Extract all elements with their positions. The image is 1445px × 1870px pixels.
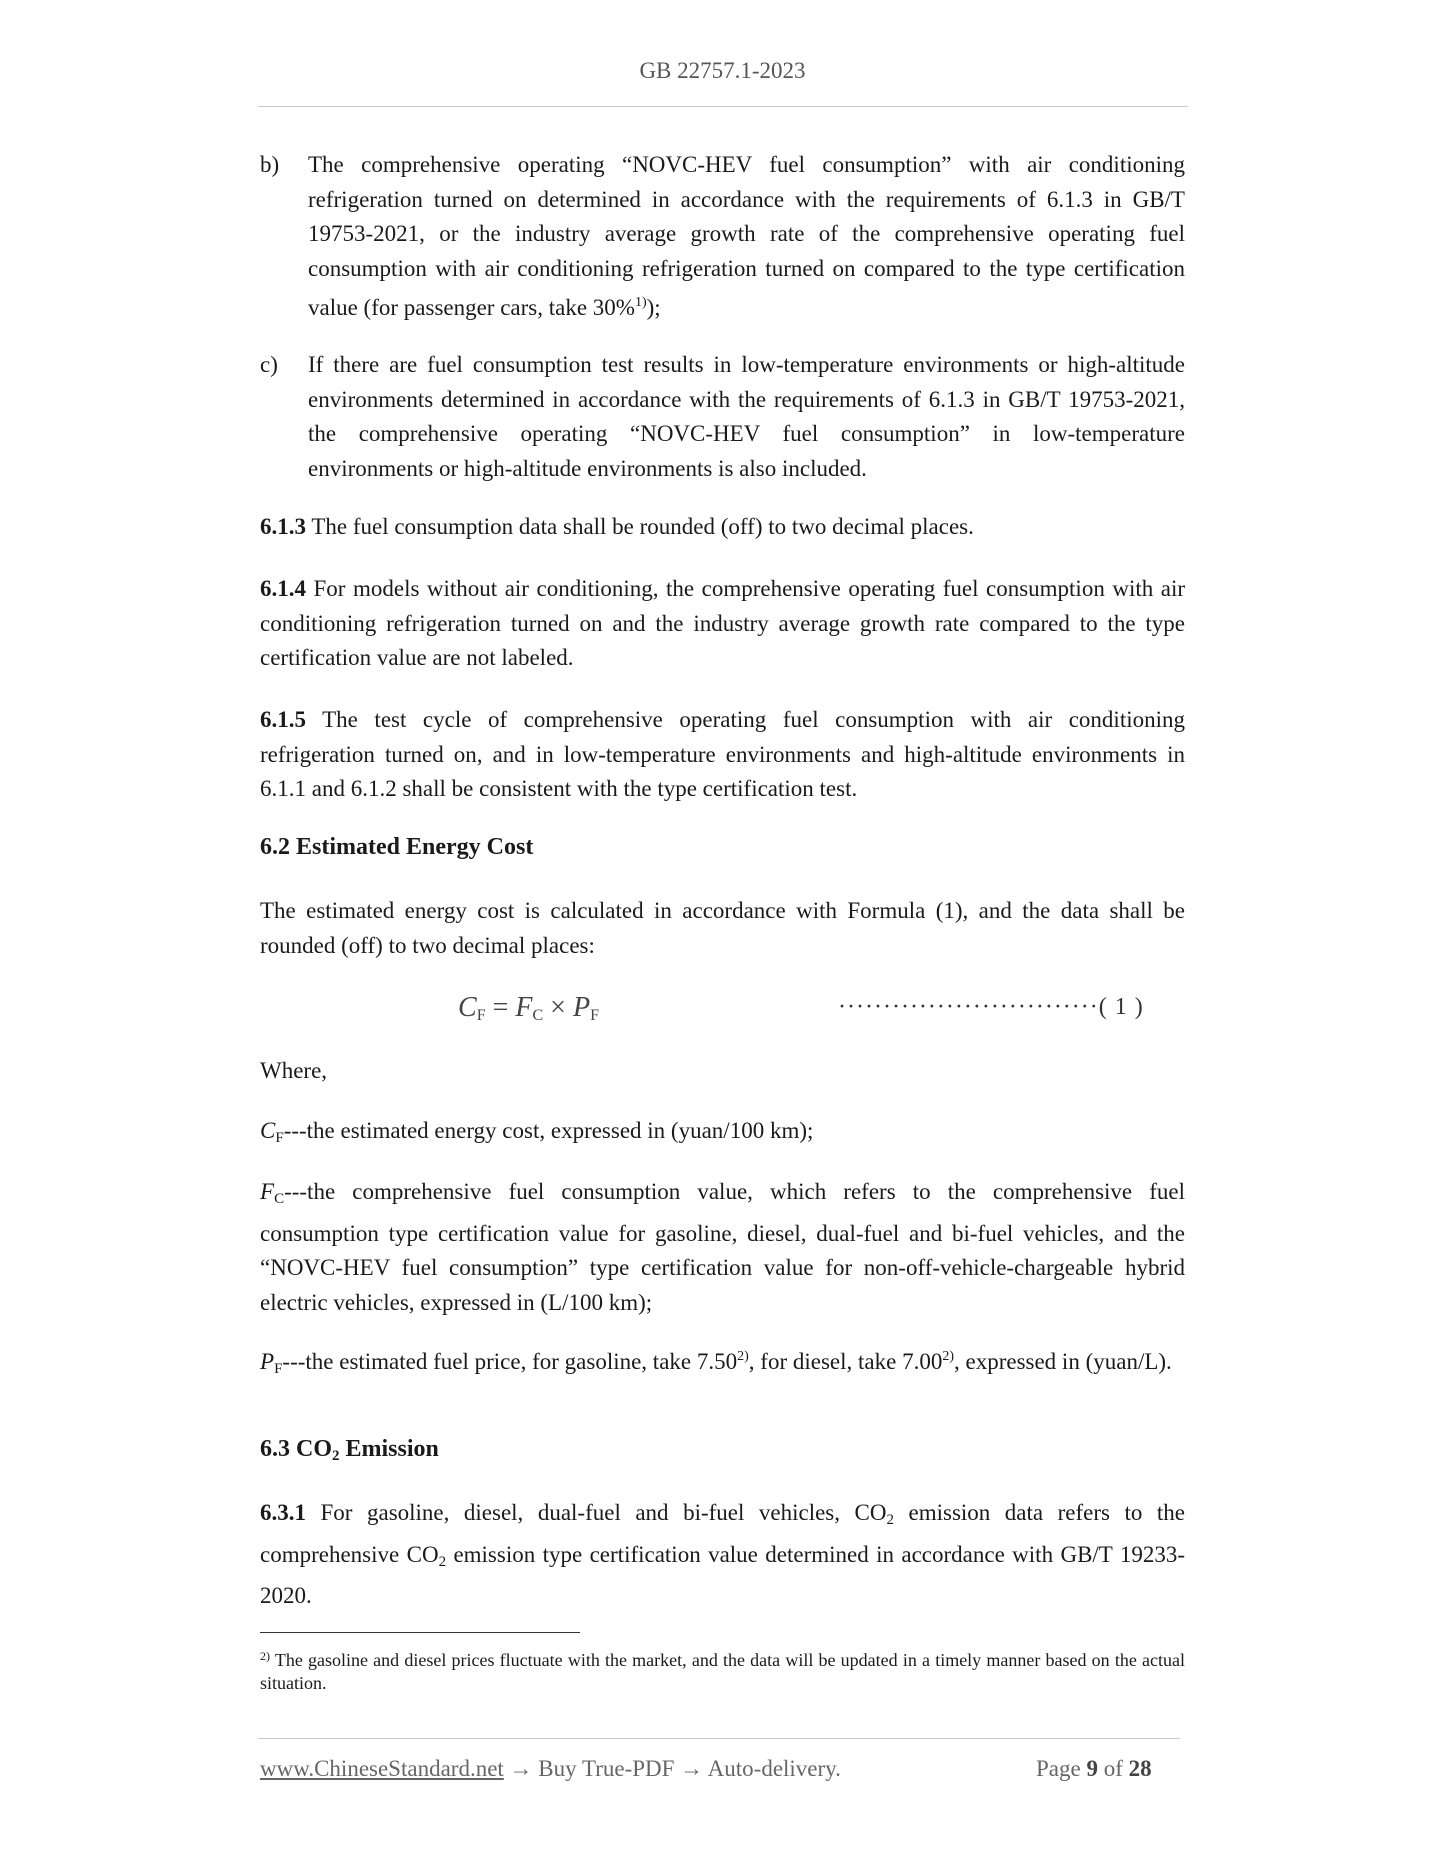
list-marker: c) [260, 352, 278, 377]
heading-subscript: 2 [332, 1448, 340, 1464]
footnote-text: The gasoline and diesel prices fluctuate with the market, and the data will be updated in a timely manner based on the actual situation. [260, 1650, 1185, 1693]
list-item-b [260, 148, 1185, 326]
heading-text: 6.3 CO [260, 1436, 332, 1462]
section-heading-6-2: 6.2 Estimated Energy Cost [260, 834, 534, 860]
page-indicator [1036, 1756, 1152, 1782]
page-header: GB 22757.1-2023 [639, 58, 806, 83]
clause-number: 6.1.5 [260, 707, 306, 732]
definition-text: ---the estimated fuel price, for gasoline, take 7.50 [282, 1349, 738, 1374]
clause-6-1-4 [260, 572, 1185, 676]
formula-subscript: F [590, 1007, 599, 1024]
formula-number: ·····························( 1 ) [838, 994, 1144, 1020]
clause-subscript: 2 [886, 1512, 894, 1528]
footer-promo-text: → Buy True-PDF → Auto-delivery. [503, 1756, 841, 1781]
formula-symbol: C [458, 992, 477, 1023]
definition-text: , expressed in (yuan/L). [954, 1349, 1172, 1374]
definition-text: , for diesel, take 7.00 [748, 1349, 943, 1374]
header-divider [258, 106, 1188, 107]
section-heading-6-3 [260, 1436, 439, 1465]
of-label: of [1097, 1756, 1129, 1781]
list-text-end: ); [646, 295, 661, 320]
definition-symbol: C [260, 1118, 276, 1143]
definition-subscript: F [274, 1361, 283, 1377]
clause-number: 6.1.4 [260, 576, 306, 601]
footnote-divider [260, 1632, 580, 1633]
definition-pf [260, 1340, 1185, 1387]
clause-text: The test cycle of comprehensive operating fuel consumption with air conditioning refrigeration turned on, and in low-temperature environments and high-altitude environments in 6.1.1 and 6.1.2 shall be consistent with the type certification test. [260, 707, 1185, 801]
definition-symbol: F [260, 1179, 275, 1204]
definition-fc [260, 1175, 1185, 1320]
formula-subscript: F [476, 1007, 486, 1024]
clause-6-1-3 [260, 510, 1185, 545]
formula-symbol: P [572, 992, 591, 1023]
list-text: If there are fuel consumption test results in low-temperature environments or high-altitude environments determined in accordance with the requirements of 6.1.3 in GB/T 19753-2021, the comprehensive operating “NOVC-HEV fuel consumption” in low-temperature environments or high-altitude environments is also included. [308, 352, 1185, 481]
clause-text: emission data refers to the comprehensive CO [260, 1500, 1185, 1567]
section-intro: The estimated energy cost is calculated in accordance with Formula (1), and the data shall be rounded (off) to two decimal places: [260, 898, 1185, 958]
clause-number: 6.3.1 [260, 1500, 306, 1525]
clause-text: For gasoline, diesel, dual-fuel and bi-fuel vehicles, CO [306, 1500, 887, 1525]
formula-1 [458, 992, 599, 1025]
footnote-mark: 2) [260, 1649, 270, 1663]
list-item-c [260, 348, 1185, 486]
clause-text: For models without air conditioning, the comprehensive operating fuel consumption with air conditioning refrigeration turned on and the industry average growth rate compared to the type certification value are not labeled. [260, 576, 1185, 670]
footnote [260, 1645, 1185, 1695]
footnote-ref: 2) [942, 1349, 954, 1364]
definition-symbol: P [260, 1349, 275, 1374]
clause-text: emission type certification value determined in accordance with GB/T 19233-2020. [260, 1541, 1185, 1608]
page-label: Page [1036, 1756, 1087, 1781]
definition-text: ---the estimated energy cost, expressed in (yuan/100 km); [283, 1118, 814, 1143]
formula-subscript: C [532, 1007, 544, 1024]
clause-6-3-1 [260, 1496, 1185, 1614]
site-link[interactable]: www.ChineseStandard.net [260, 1756, 504, 1781]
footnote-ref: 2) [737, 1349, 749, 1364]
footer-promo [260, 1756, 841, 1782]
definition-subscript: F [275, 1130, 284, 1146]
definition-text: ---the comprehensive fuel consumption value, which refers to the comprehensive fuel consumption type certification value for gasoline, diesel, dual-fuel and bi-fuel vehicles, and the “NOVC-HEV fuel consumption” type certification value for non-off-vehicle-chargeable hybrid electric vehicles, expressed in (L/100 km); [260, 1179, 1185, 1315]
heading-text: Emission [339, 1436, 439, 1462]
definition-subscript: C [274, 1191, 285, 1207]
clause-number: 6.1.3 [260, 514, 306, 539]
formula-operator: × [543, 992, 573, 1023]
formula-operator: = [485, 992, 516, 1023]
where-label: Where, [260, 1058, 328, 1083]
footer-divider [258, 1738, 1180, 1739]
page-total: 28 [1128, 1756, 1152, 1781]
footnote-ref: 1) [634, 295, 647, 310]
list-text: The comprehensive operating “NOVC-HEV fuel consumption” with air conditioning refrigeration turned on determined in accordance with the requirements of 6.1.3 in GB/T 19753-2021, or the industry average growth rate of the comprehensive operating fuel consumption with air conditioning refrigeration turned on compared to the type certification value (for passenger cars, take 30% [308, 152, 1185, 320]
definition-cf [260, 1114, 1185, 1156]
clause-6-1-5 [260, 703, 1185, 807]
formula-symbol: F [515, 992, 533, 1023]
clause-text: The fuel consumption data shall be rounded (off) to two decimal places. [306, 514, 974, 539]
list-marker: b) [260, 152, 280, 177]
clause-subscript: 2 [438, 1553, 447, 1570]
page-number: 9 [1086, 1756, 1098, 1781]
